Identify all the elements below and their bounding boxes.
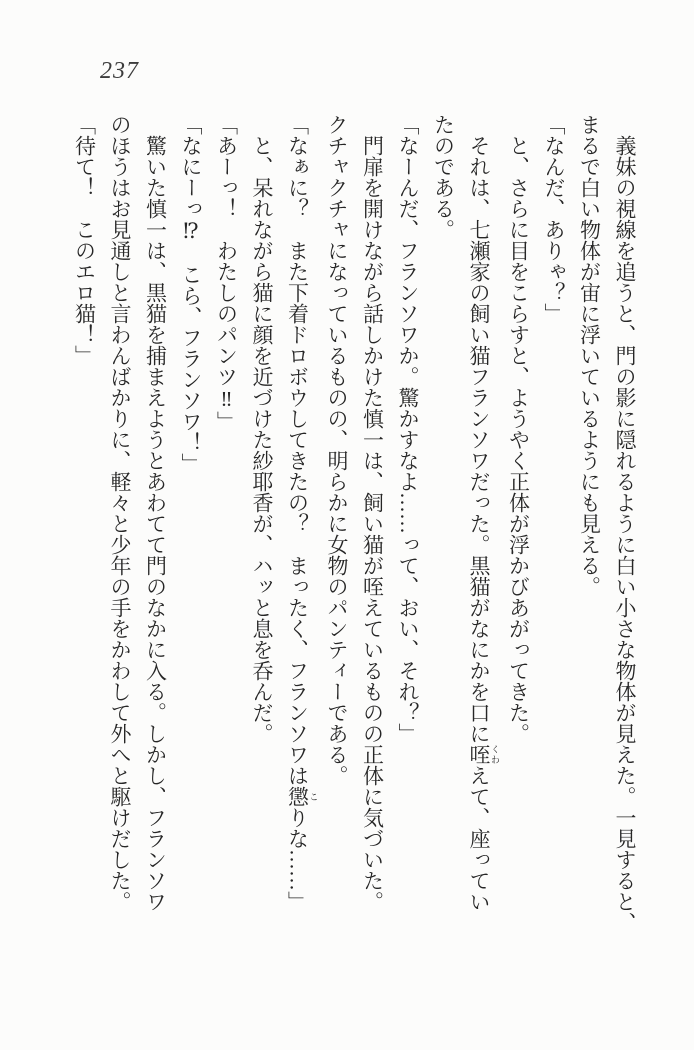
text-line: 「あーっ！ わたしのパンツ‼」 bbox=[214, 114, 239, 432]
text-line: 「なにーっ⁉ こら、フランソワ！」 bbox=[179, 114, 203, 474]
text-line: 「なぁに？ また下着ドロボウしてきたの？ まったく、フランソワは懲 こりな……」 bbox=[285, 114, 319, 912]
text-line: 門扉を開けながら話しかけた慎一は、飼い猫が咥えているものの正体に気づいた。 bbox=[360, 114, 385, 912]
vertical-text-block bbox=[72, 114, 642, 966]
text-line: 「なーんだ、フランソワか。驚かすなよ……って、おい、それ？」 bbox=[396, 114, 420, 744]
text-line: 驚いた慎一は、黒猫を捕まえようとあわてて門のなかに入る。しかし、フランソワ bbox=[143, 114, 168, 912]
text-line: それは、七瀬家の飼い猫フランソワだった。黒猫がなにかを口に咥 くわえて、座ってい bbox=[467, 114, 500, 912]
text-line: と、さらに目をこらすと、ようやく正体が浮かびあがってきた。 bbox=[506, 114, 531, 744]
page-number: 237 bbox=[100, 58, 139, 84]
text-line: 「なんだ、ありゃ？」 bbox=[542, 114, 566, 324]
text-line: と、呆れながら猫に顔を近づけた紗耶香が、ハッと息を呑んだ。 bbox=[250, 114, 274, 744]
text-line: 義妹の視線を追うと、門の影に隠れるように白い小さな物体が見えた。一見すると、 bbox=[613, 114, 637, 933]
text-line: 「待て！ このエロ猫！」 bbox=[72, 114, 97, 366]
text-line: のほうはお見通しと言わんばかりに、軽々と少年の手をかわして外へと駆けだした。 bbox=[108, 114, 132, 912]
text-line: たのである。 bbox=[431, 114, 456, 240]
text-line: クチャクチャになっているものの、明らかに女物のパンティーである。 bbox=[325, 114, 349, 786]
text-line: まるで白い物体が宙に浮いているようにも見える。 bbox=[577, 114, 602, 597]
